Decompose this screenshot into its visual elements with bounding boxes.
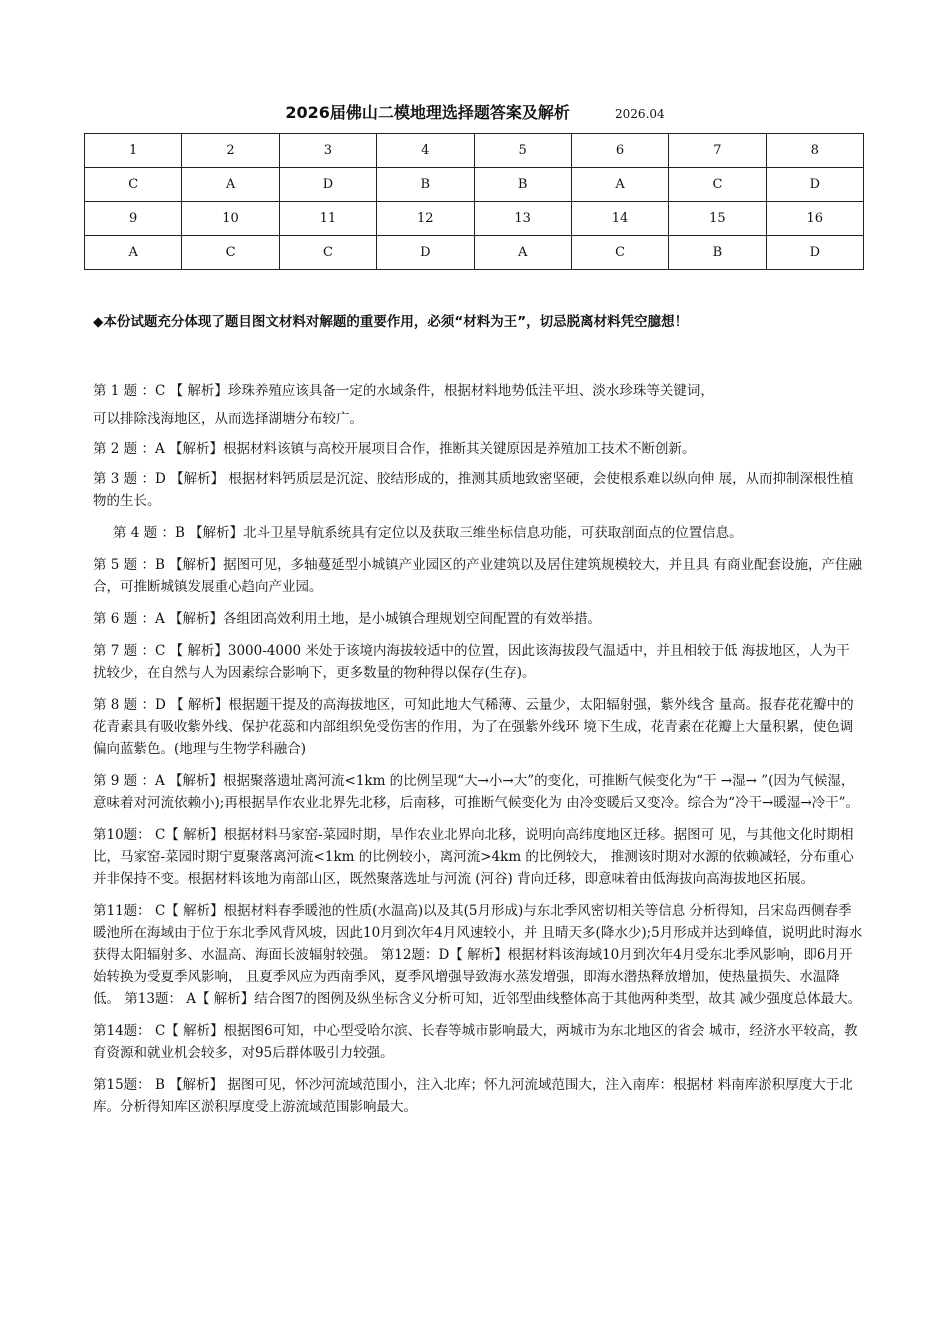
question-number-cell: 8 [766, 134, 863, 168]
document-header [0, 100, 950, 123]
analysis-q15: 第15题： B 【解析】 据图可见，怀沙河流域范围小，注入北库；怀九河流域范围大，注入南库：根据材 料南库淤积厚度大于北库。分析得知库区淤积厚度受上游流域范围影响最大。 [93, 1077, 853, 1115]
question-number-cell: 6 [571, 134, 668, 168]
question-number-cell: 16 [766, 202, 863, 236]
document-title: 2026届佛山二模地理选择题答案及解析 [285, 103, 570, 122]
question-number-cell: 3 [279, 134, 376, 168]
answer-cell: D [377, 236, 474, 270]
analysis-block [93, 380, 863, 1118]
answer-cell: B [377, 168, 474, 202]
analysis-q1-line2: 可以排除浅海地区，从而选择湖塘分布较广。 [93, 411, 363, 427]
answer-cell: C [279, 236, 376, 270]
analysis-q7: 第 7 题 ：C 【 解析】3000-4000 米处于该境内海拔较适中的位置，因此该海拔段气温适中，并且相较于低 海拔地区，人为干扰较少，在自然与人为因素综合影响下，更多数量的物种得以保存(生存)。 [93, 643, 850, 681]
question-number-cell: 4 [377, 134, 474, 168]
question-number-row [85, 202, 864, 236]
question-number-cell: 5 [474, 134, 571, 168]
analysis-q14: 第14题： C【 解析】根据图6可知，中心型受哈尔滨、长春等城市影响最大，两城市为东北地区的省会 城市，经济水平较高，教育资源和就业机会较多，对95后群体吸引力较强。 [93, 1023, 858, 1061]
answer-cell: D [766, 236, 863, 270]
question-number-cell: 1 [85, 134, 182, 168]
answer-cell: B [474, 168, 571, 202]
answer-cell: C [669, 168, 766, 202]
answer-cell: A [571, 168, 668, 202]
document-date: 2026.04 [615, 107, 665, 121]
answer-cell: C [182, 236, 279, 270]
answer-cell: A [474, 236, 571, 270]
answer-cell: D [279, 168, 376, 202]
question-number-cell: 11 [279, 202, 376, 236]
key-note: ◆本份试题充分体现了题目图文材料对解题的重要作用，必须“材料为王”，切忌脱离材料凭空臆想！ [93, 314, 689, 330]
question-number-cell: 13 [474, 202, 571, 236]
analysis-q2: 第 2 题 ：A 【解析】根据材料该镇与高校开展项目合作，推断其关键原因是养殖加工技术不断创新。 [93, 441, 696, 457]
analysis-q11-13: 第11题： C【 解析】根据材料春季暖池的性质(水温高)以及其(5月形成)与东北季风密切相关等信息 分析得知，吕宋岛西侧春季暖池所在海域由于位于东北季风背风坡，因此10月到次年4月风速较小，并 且晴天多(降水少);5月形成并达到峰值，说明此时海水获得太阳辐射多、水温高、海面长波辐射较强。 第12题：D【 解析】根据材料该海域10月到次年4月受东北季风影响，即6月开始转换为受夏季风影响， 且夏季风应为西南季风，夏季风增强导致海水蒸发增强，即海水潜热释放增加，使热量损失、水温降低。 第13题： A【 解析】结合图7的图例及纵坐标含义分析可知，近邻型曲线整体高于其他两种类型，故其 减少强度总体最大。 [93, 903, 863, 1007]
question-number-cell: 9 [85, 202, 182, 236]
analysis-q9: 第 9 题 ：A 【解析】根据聚落遗址离河流<1km 的比例呈现“大→小→大”的变化，可推断气候变化为“干 →湿→ ”(因为气候湿，意味着对河流依赖小);再根据旱作农业北界先北移，后南移，可推断气候变化为 由冷变暖后又变冷。综合为“冷干→暖湿→冷干”。 [93, 773, 860, 811]
answer-row [85, 168, 864, 202]
question-number-cell: 14 [571, 202, 668, 236]
answer-cell: C [85, 168, 182, 202]
analysis-q3: 第 3 题 ：D 【解析】 根据材料钙质层是沉淀、胶结形成的，推测其质地致密坚硬，会使根系难以纵向伸 展，从而抑制深根性植物的生长。 [93, 471, 854, 509]
question-number-cell: 12 [377, 202, 474, 236]
question-number-cell: 10 [182, 202, 279, 236]
answer-cell: A [182, 168, 279, 202]
question-number-cell: 2 [182, 134, 279, 168]
answer-cell: A [85, 236, 182, 270]
question-number-cell: 15 [669, 202, 766, 236]
analysis-q8: 第 8 题 ：D 【 解析】根据题干提及的高海拔地区，可知此地大气稀薄、云量少，太阳辐射强，紫外线含 量高。报春花花瓣中的花青素具有吸收紫外线、保护花蕊和内部组织免受伤害的作用，为了在强紫外线环 境下生成，花青素在花瓣上大量积累，使色调偏向蓝紫色。(地理与生物学科融合) [93, 697, 854, 757]
analysis-q4: 第 4 题 ：B 【解析】北斗卫星导航系统具有定位以及获取三维坐标信息功能，可获取剖面点的位置信息。 [113, 525, 743, 541]
analysis-q1-line1: 第 1 题 ：C 【 解析】珍珠养殖应该具备一定的水域条件，根据材料地势低洼平坦、淡水珍珠等关键词， [93, 383, 714, 399]
answer-cell: C [571, 236, 668, 270]
analysis-q5: 第 5 题 ：B 【解析】据图可见，多轴蔓延型小城镇产业园区的产业建筑以及居住建筑规模较大，并且具 有商业配套设施，产住融合，可推断城镇发展重心趋向产业园。 [93, 557, 862, 595]
answer-cell: B [669, 236, 766, 270]
answer-table [84, 133, 864, 270]
question-number-row [85, 134, 864, 168]
question-number-cell: 7 [669, 134, 766, 168]
analysis-q10: 第10题： C【 解析】根据材料马家窑-菜园时期，旱作农业北界向北移，说明向高纬度地区迁移。据图可 见，与其他文化时期相比，马家窑-菜园时期宁夏聚落离河流<1km 的比例较小，离河流>4km 的比例较大， 推测该时期对水源的依赖减轻，分布重心并非保持不变。根据材料该地为南部山区，既然聚落选址与河流 (河谷) 背向迁移，即意味着由低海拔向高海拔地区拓展。 [93, 827, 854, 887]
answer-row [85, 236, 864, 270]
analysis-q6: 第 6 题 ：A 【解析】各组团高效利用土地，是小城镇合理规划空间配置的有效举措。 [93, 611, 602, 627]
answer-cell: D [766, 168, 863, 202]
